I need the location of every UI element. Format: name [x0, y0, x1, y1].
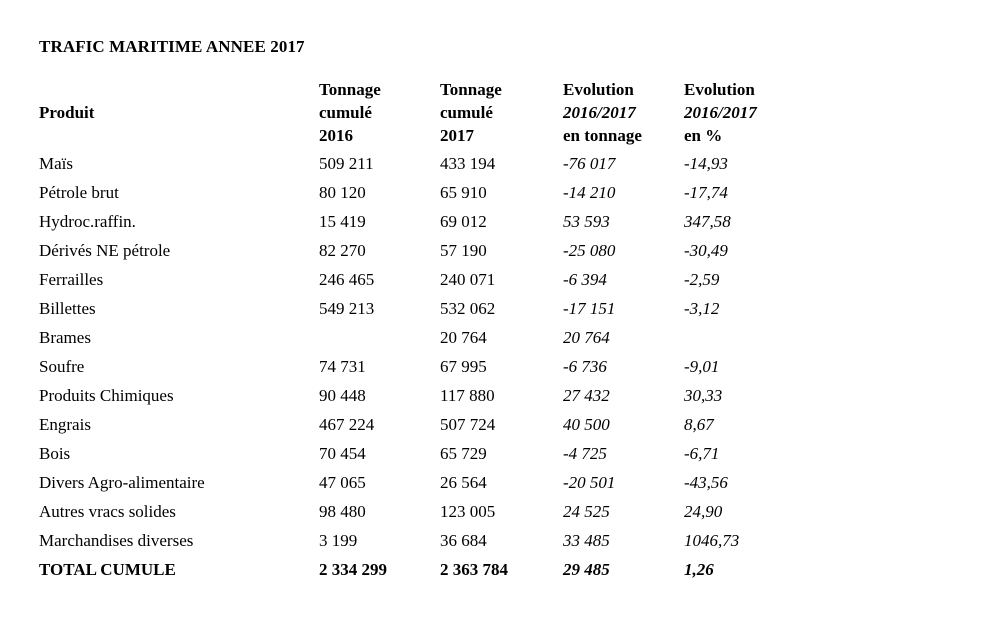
cell-tonnage-2017: 67 995	[440, 357, 487, 376]
cell-evolution-percent: -14,93	[684, 154, 728, 173]
cell-evolution-percent: 347,58	[684, 212, 731, 231]
cell-produit: Autres vracs solides	[39, 502, 176, 521]
table-row	[0, 442, 1000, 471]
table-header	[0, 78, 1000, 148]
cell-evolution-tonnage: -14 210	[563, 183, 616, 202]
cell-evolution-percent: -43,56	[684, 473, 728, 492]
table-row	[0, 413, 1000, 442]
cell-tonnage-2017: 240 071	[440, 270, 496, 289]
cell-tonnage-2016: 2 334 299	[319, 560, 387, 579]
cell-tonnage-2017: 57 190	[440, 241, 487, 260]
header-tonnage-2017: Tonnage cumulé 2017	[440, 80, 502, 145]
cell-evolution-percent: -9,01	[684, 357, 720, 376]
cell-tonnage-2017: 65 729	[440, 444, 487, 463]
cell-evolution-tonnage: -17 151	[563, 299, 616, 318]
cell-evolution-tonnage: 33 485	[563, 531, 610, 550]
table-row	[0, 210, 1000, 239]
cell-produit: Divers Agro-alimentaire	[39, 473, 205, 492]
cell-produit: Produits Chimiques	[39, 386, 174, 405]
cell-evolution-percent: 8,67	[684, 415, 714, 434]
cell-produit: TOTAL CUMULE	[39, 560, 176, 579]
cell-produit: Hydroc.raffin.	[39, 212, 136, 231]
cell-tonnage-2016: 82 270	[319, 241, 366, 260]
cell-tonnage-2016: 467 224	[319, 415, 375, 434]
cell-produit: Dérivés NE pétrole	[39, 241, 171, 260]
cell-evolution-percent: -17,74	[684, 183, 728, 202]
cell-tonnage-2017: 65 910	[440, 183, 487, 202]
cell-produit: Soufre	[39, 357, 85, 376]
table-row	[0, 181, 1000, 210]
cell-tonnage-2017: 26 564	[440, 473, 487, 492]
table-row	[0, 326, 1000, 355]
cell-tonnage-2016: 3 199	[319, 531, 358, 550]
cell-evolution-percent: 24,90	[684, 502, 723, 521]
header-evolution-percent: Evolution 2016/2017 en %	[684, 80, 757, 145]
cell-tonnage-2017: 117 880	[440, 386, 495, 405]
cell-evolution-tonnage: 40 500	[563, 415, 610, 434]
cell-evolution-tonnage: 53 593	[563, 212, 610, 231]
header-tonnage-2016: Tonnage cumulé 2016	[319, 80, 381, 145]
cell-produit: Bois	[39, 444, 71, 463]
cell-produit: Maïs	[39, 154, 73, 173]
cell-evolution-tonnage: -76 017	[563, 154, 616, 173]
cell-evolution-tonnage: -6 394	[563, 270, 607, 289]
cell-tonnage-2017: 433 194	[440, 154, 496, 173]
cell-produit: Billettes	[39, 299, 96, 318]
table-row	[0, 297, 1000, 326]
cell-evolution-tonnage: 24 525	[563, 502, 610, 521]
cell-evolution-tonnage: -6 736	[563, 357, 607, 376]
cell-tonnage-2016: 90 448	[319, 386, 366, 405]
cell-evolution-tonnage: 27 432	[563, 386, 610, 405]
cell-evolution-percent: -6,71	[684, 444, 720, 463]
cell-tonnage-2017: 123 005	[440, 502, 496, 521]
cell-evolution-percent: 1,26	[684, 560, 714, 579]
table-row	[0, 384, 1000, 413]
cell-tonnage-2016: 509 211	[319, 154, 374, 173]
cell-tonnage-2016: 246 465	[319, 270, 375, 289]
table-row-total	[0, 558, 1000, 587]
cell-evolution-percent: -3,12	[684, 299, 720, 318]
cell-produit: Marchandises diverses	[39, 531, 194, 550]
cell-evolution-percent: -30,49	[684, 241, 728, 260]
cell-tonnage-2016: 549 213	[319, 299, 375, 318]
table-row	[0, 152, 1000, 181]
table-row	[0, 471, 1000, 500]
cell-evolution-percent: 30,33	[684, 386, 723, 405]
cell-tonnage-2017: 69 012	[440, 212, 487, 231]
cell-evolution-tonnage: -25 080	[563, 241, 616, 260]
cell-tonnage-2017: 36 684	[440, 531, 487, 550]
table-row	[0, 355, 1000, 384]
cell-produit: Engrais	[39, 415, 91, 434]
cell-tonnage-2016: 15 419	[319, 212, 366, 231]
table-row	[0, 239, 1000, 268]
cell-tonnage-2016: 70 454	[319, 444, 366, 463]
cell-evolution-percent: -2,59	[684, 270, 720, 289]
header-evolution-tonnage: Evolution 2016/2017 en tonnage	[563, 80, 642, 145]
cell-tonnage-2016: 98 480	[319, 502, 366, 521]
table-row	[0, 529, 1000, 558]
table-row	[0, 500, 1000, 529]
cell-tonnage-2017: 532 062	[440, 299, 496, 318]
cell-tonnage-2016: 47 065	[319, 473, 366, 492]
cell-evolution-tonnage: 20 764	[563, 328, 610, 347]
cell-evolution-tonnage: -20 501	[563, 473, 616, 492]
cell-tonnage-2016: 80 120	[319, 183, 366, 202]
page-title: TRAFIC MARITIME ANNEE 2017	[39, 37, 305, 56]
cell-tonnage-2016: 74 731	[319, 357, 366, 376]
cell-produit: Ferrailles	[39, 270, 104, 289]
cell-tonnage-2017: 2 363 784	[440, 560, 508, 579]
cell-evolution-tonnage: 29 485	[563, 560, 610, 579]
cell-tonnage-2017: 507 724	[440, 415, 496, 434]
cell-evolution-percent: 1046,73	[684, 531, 740, 550]
table-row	[0, 268, 1000, 297]
cell-evolution-tonnage: -4 725	[563, 444, 607, 463]
cell-produit: Brames	[39, 328, 91, 347]
cell-tonnage-2017: 20 764	[440, 328, 487, 347]
cell-produit: Pétrole brut	[39, 183, 119, 202]
header-produit: Produit	[39, 103, 95, 122]
